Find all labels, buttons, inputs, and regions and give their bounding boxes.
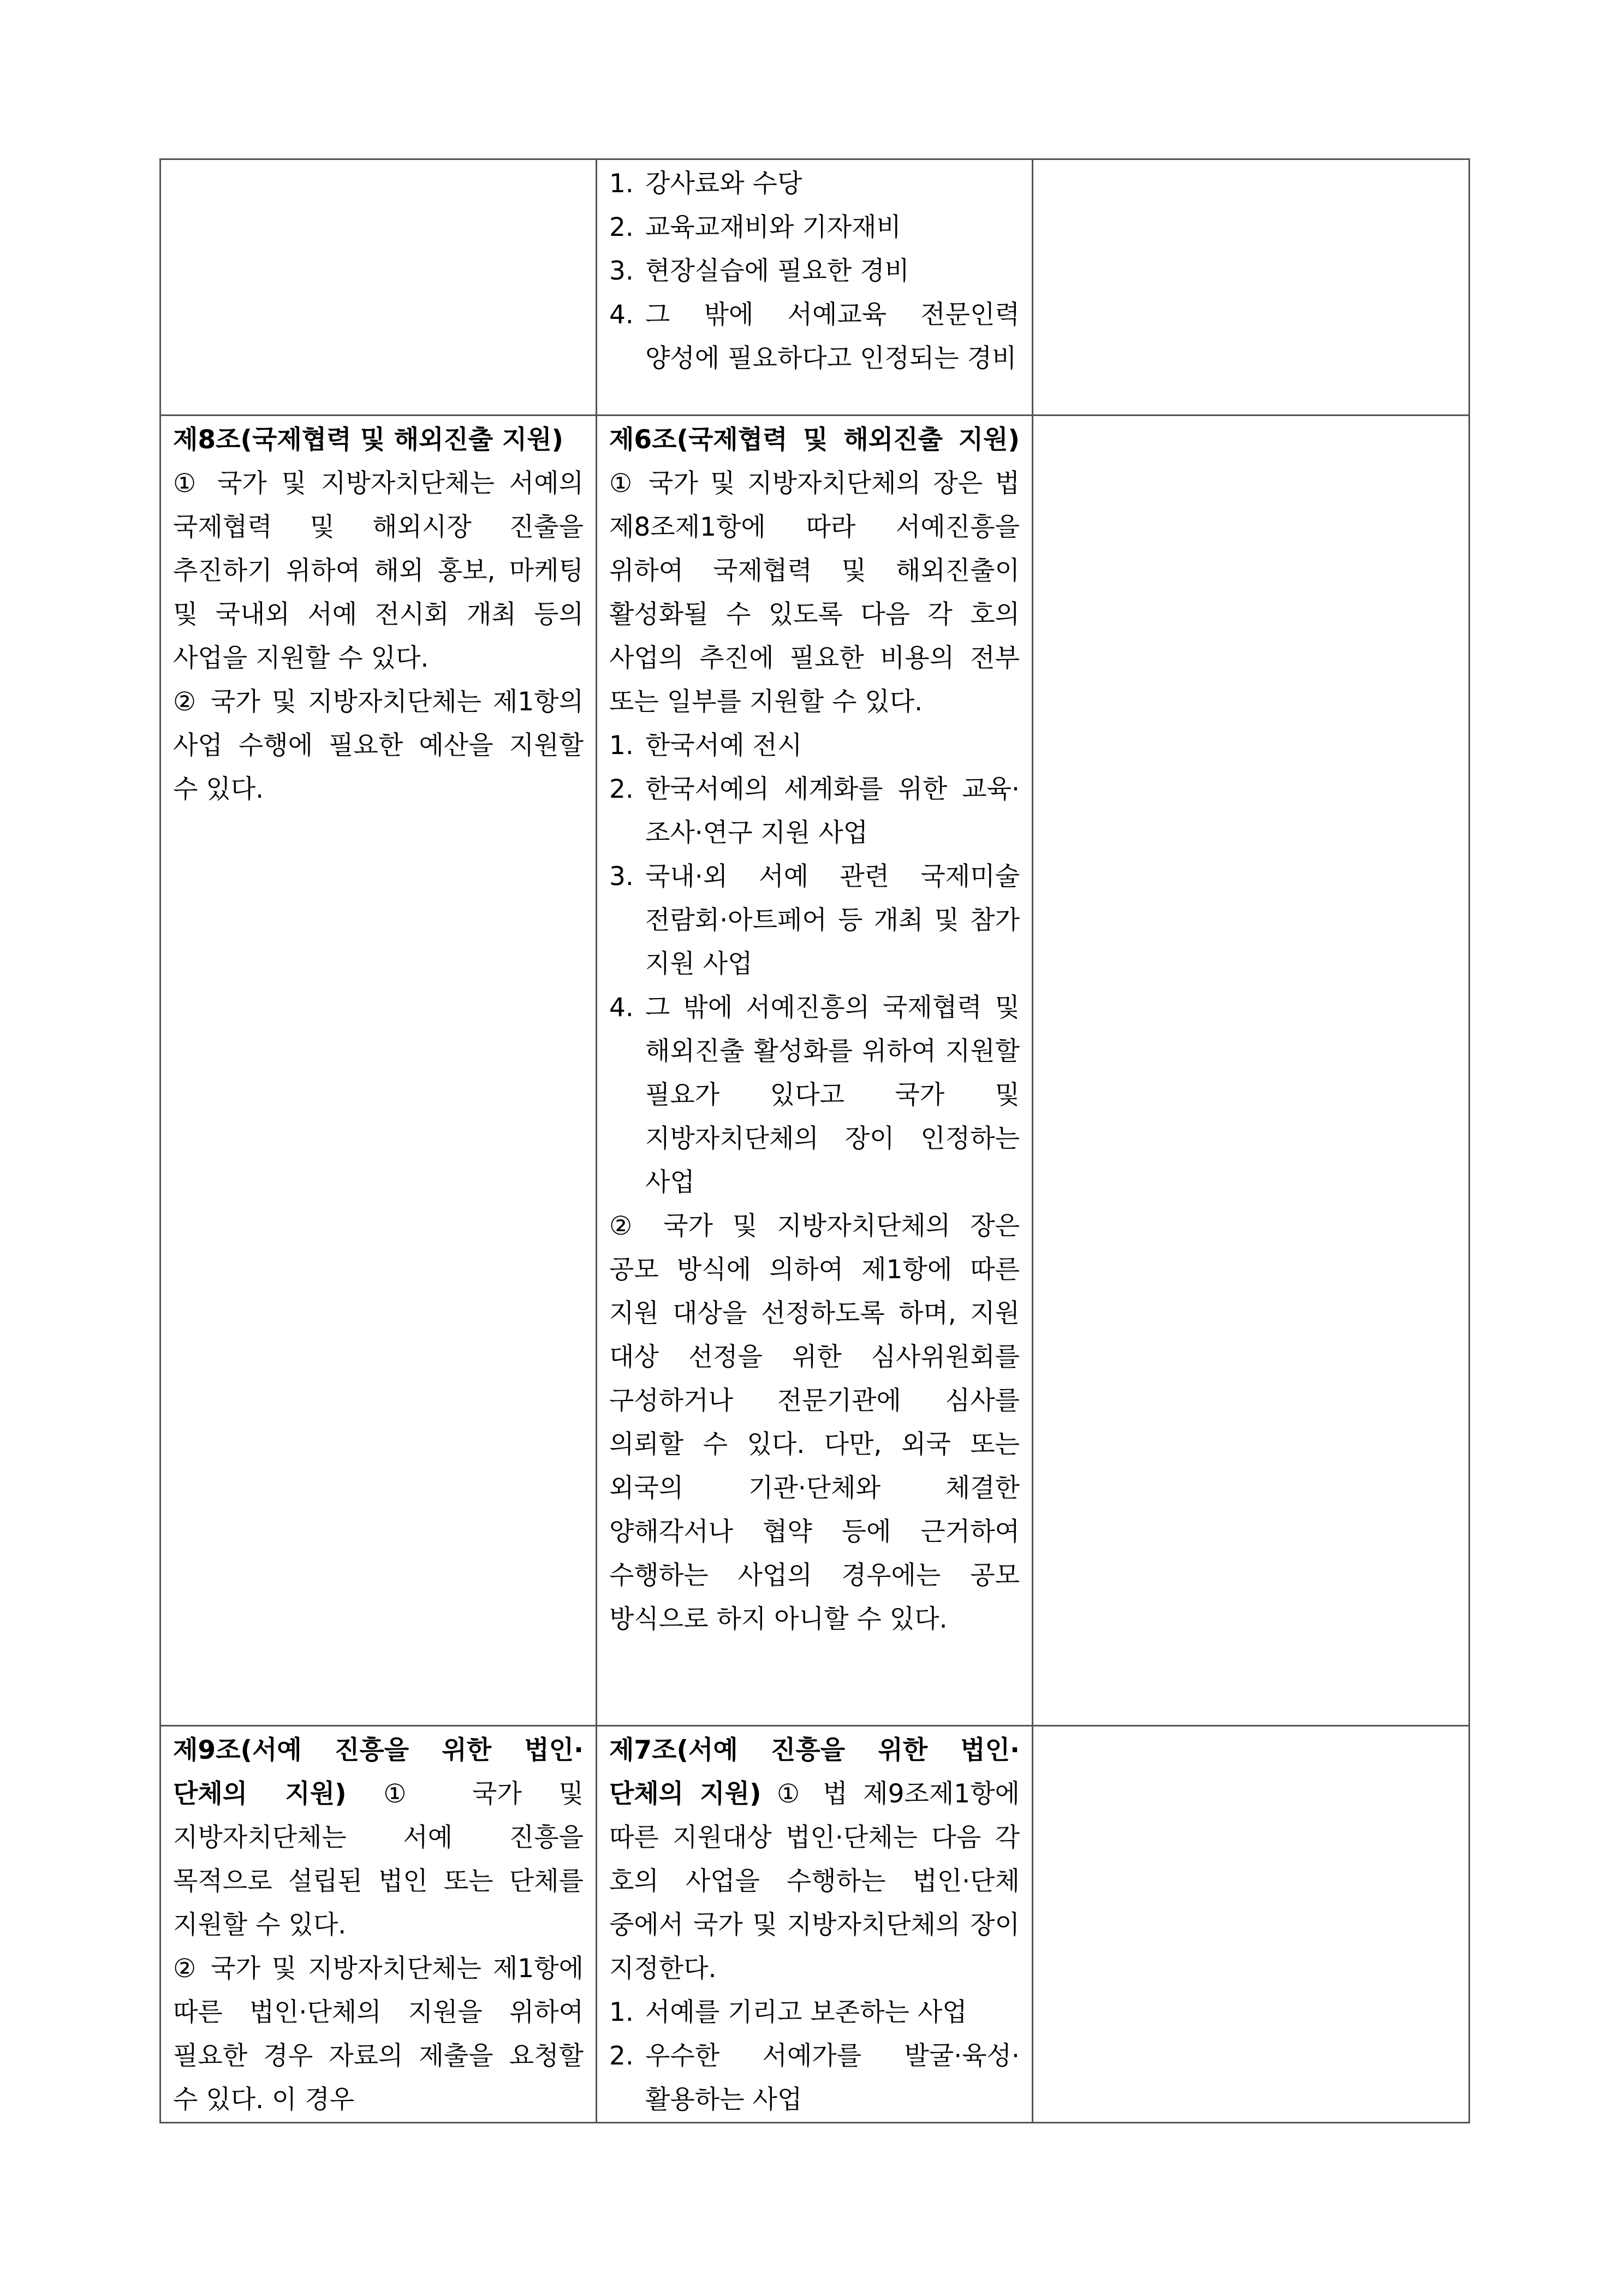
article-heading: 제8조(국제협력 및 해외진출 지원) [173, 425, 563, 455]
act-cell [160, 1726, 597, 2123]
list-item: 1. 강사료와 수당 [609, 169, 802, 199]
article-paragraph: ① 국가 및 지방자치단체는 서예의 국제협력 및 해외시장 진출을 추진하기 위하여 해외 홍보, 마케팅 및 국내외 서예 전시회 개최 등의 사업을 지원할 수 있다. [173, 468, 584, 673]
notes-cell [1033, 416, 1470, 1726]
article-paragraph: 제7조(서예 진흥을 위한 법인·단체의 지원) ① 법 제9조제1항에 따른 지원대상 법인·단체는 다음 각 호의 사업을 수행하는 법인·단체 중에서 국가 및 지방자치단체의 장이 지정한다. [609, 1735, 1020, 1984]
list-item: 4. 그 밖에 서예교육 전문인력 양성에 필요하다고 인정되는 경비 [609, 300, 1020, 373]
article-heading: 제6조(국제협력 및 해외진출 지원) [609, 425, 1020, 455]
law-comparison-table [159, 158, 1470, 2123]
decree-cell [597, 1726, 1033, 2123]
list-item: 2. 교육교재비와 기자재비 [609, 212, 901, 242]
table-row [160, 1726, 1470, 2123]
decree-cell [597, 159, 1033, 416]
article-heading: 제9조(서예 진흥을 위한 법인·단체의 지원) [173, 1735, 584, 1809]
list-item: 2. 우수한 서예가를 발굴·육성·활용하는 사업 [609, 2041, 1020, 2115]
act-cell [160, 416, 597, 1726]
list-item: 3. 국내·외 서예 관련 국제미술 전람회·아트페어 등 개최 및 참가 지원 사업 [609, 862, 1020, 979]
list-item: 1. 서예를 기리고 보존하는 사업 [609, 1997, 967, 2027]
notes-cell [1033, 159, 1470, 416]
article-paragraph: ② 국가 및 지방자치단체는 제1항에 따른 법인·단체의 지원을 위하여 필요한 경우 자료의 제출을 요청할 수 있다. 이 경우 [173, 1954, 584, 2115]
list-item: 3. 현장실습에 필요한 경비 [609, 256, 909, 286]
article-paragraph: 제9조(서예 진흥을 위한 법인·단체의 지원) ① 국가 및 지방자치단체는 서예 진흥을 목적으로 설립된 법인 또는 단체를 지원할 수 있다. [173, 1735, 584, 1940]
list-item: 2. 한국서예의 세계화를 위한 교육·조사·연구 지원 사업 [609, 774, 1020, 848]
article-heading: 제7조(서예 진흥을 위한 법인·단체의 지원) [609, 1735, 1020, 1809]
list-item: 1. 한국서예 전시 [609, 731, 802, 761]
article-paragraph: ② 국가 및 지방자치단체의 장은 공모 방식에 의하여 제1항에 따른 지원 대상을 선정하도록 하며, 지원 대상 선정을 위한 심사위원회를 구성하거나 전문기관에 심사를 의뢰할 수 있다. 다만, 외국 또는 외국의 기관·단체와 체결한 양해각서나 협약 등에 근거하여 수행하는 사업의 경우에는 공모 방식으로 하지 아니할 수 있다. [609, 1211, 1020, 1634]
article-paragraph: 제6조(국제협력 및 해외진출 지원) ① 국가 및 지방자치단체의 장은 법 제8조제1항에 따라 서예진흥을 위하여 국제협력 및 해외진출이 활성화될 수 있도록 다음 각 호의 사업의 추진에 필요한 비용의 전부 또는 일부를 지원할 수 있다. [609, 425, 1020, 717]
act-cell [160, 159, 597, 416]
table-row [160, 159, 1470, 416]
article-paragraph: ② 국가 및 지방자치단체는 제1항의 사업 수행에 필요한 예산을 지원할 수 있다. [173, 687, 584, 804]
decree-cell [597, 416, 1033, 1726]
table-row [160, 416, 1470, 1726]
list-item: 4. 그 밖에 서예진흥의 국제협력 및 해외진출 활성화를 위하여 지원할 필요가 있다고 국가 및 지방자치단체의 장이 인정하는 사업 [609, 993, 1020, 1197]
notes-cell [1033, 1726, 1470, 2123]
